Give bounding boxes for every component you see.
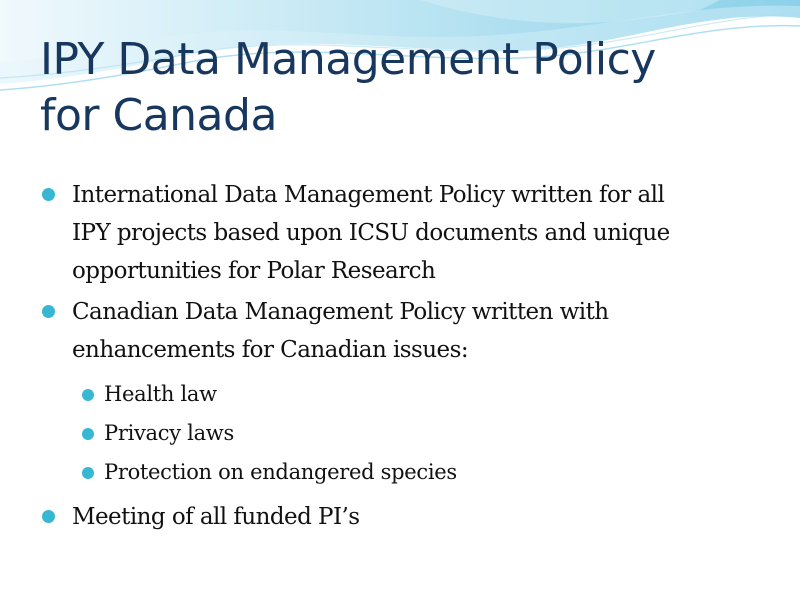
- sub-bullet-item: [72, 375, 760, 414]
- title-line: IPY Data Management Policy: [40, 34, 656, 85]
- slide-title: [40, 32, 780, 144]
- bullet-dot-icon: [82, 467, 94, 479]
- bullet-item: [40, 176, 760, 290]
- bullet-dot-icon: [42, 510, 55, 523]
- bullet-dot-icon: [82, 428, 94, 440]
- sub-bullet-text: Health law: [104, 382, 217, 406]
- bullet-text-line: Meeting of all funded PI’s: [72, 504, 360, 530]
- bullet-dot-icon: [42, 305, 55, 318]
- bullet-text-line: IPY projects based upon ICSU documents and unique: [72, 220, 670, 246]
- bullet-text-line: International Data Management Policy written for all: [72, 182, 665, 208]
- bullet-text-line: enhancements for Canadian issues:: [72, 337, 469, 363]
- bullet-text-line: Canadian Data Management Policy written with: [72, 299, 609, 325]
- sub-bullet-list: [40, 375, 760, 492]
- title-line: for Canada: [40, 90, 277, 141]
- sub-bullet-text: Protection on endangered species: [104, 460, 457, 484]
- bullet-text-line: opportunities for Polar Research: [72, 258, 436, 284]
- sub-bullet-text: Privacy laws: [104, 421, 234, 445]
- sub-bullet-item: [72, 414, 760, 453]
- bullet-item: [40, 293, 760, 369]
- bullet-list: [40, 176, 760, 539]
- sub-bullet-item: [72, 453, 760, 492]
- bullet-dot-icon: [42, 188, 55, 201]
- bullet-dot-icon: [82, 389, 94, 401]
- bullet-item: [40, 498, 760, 536]
